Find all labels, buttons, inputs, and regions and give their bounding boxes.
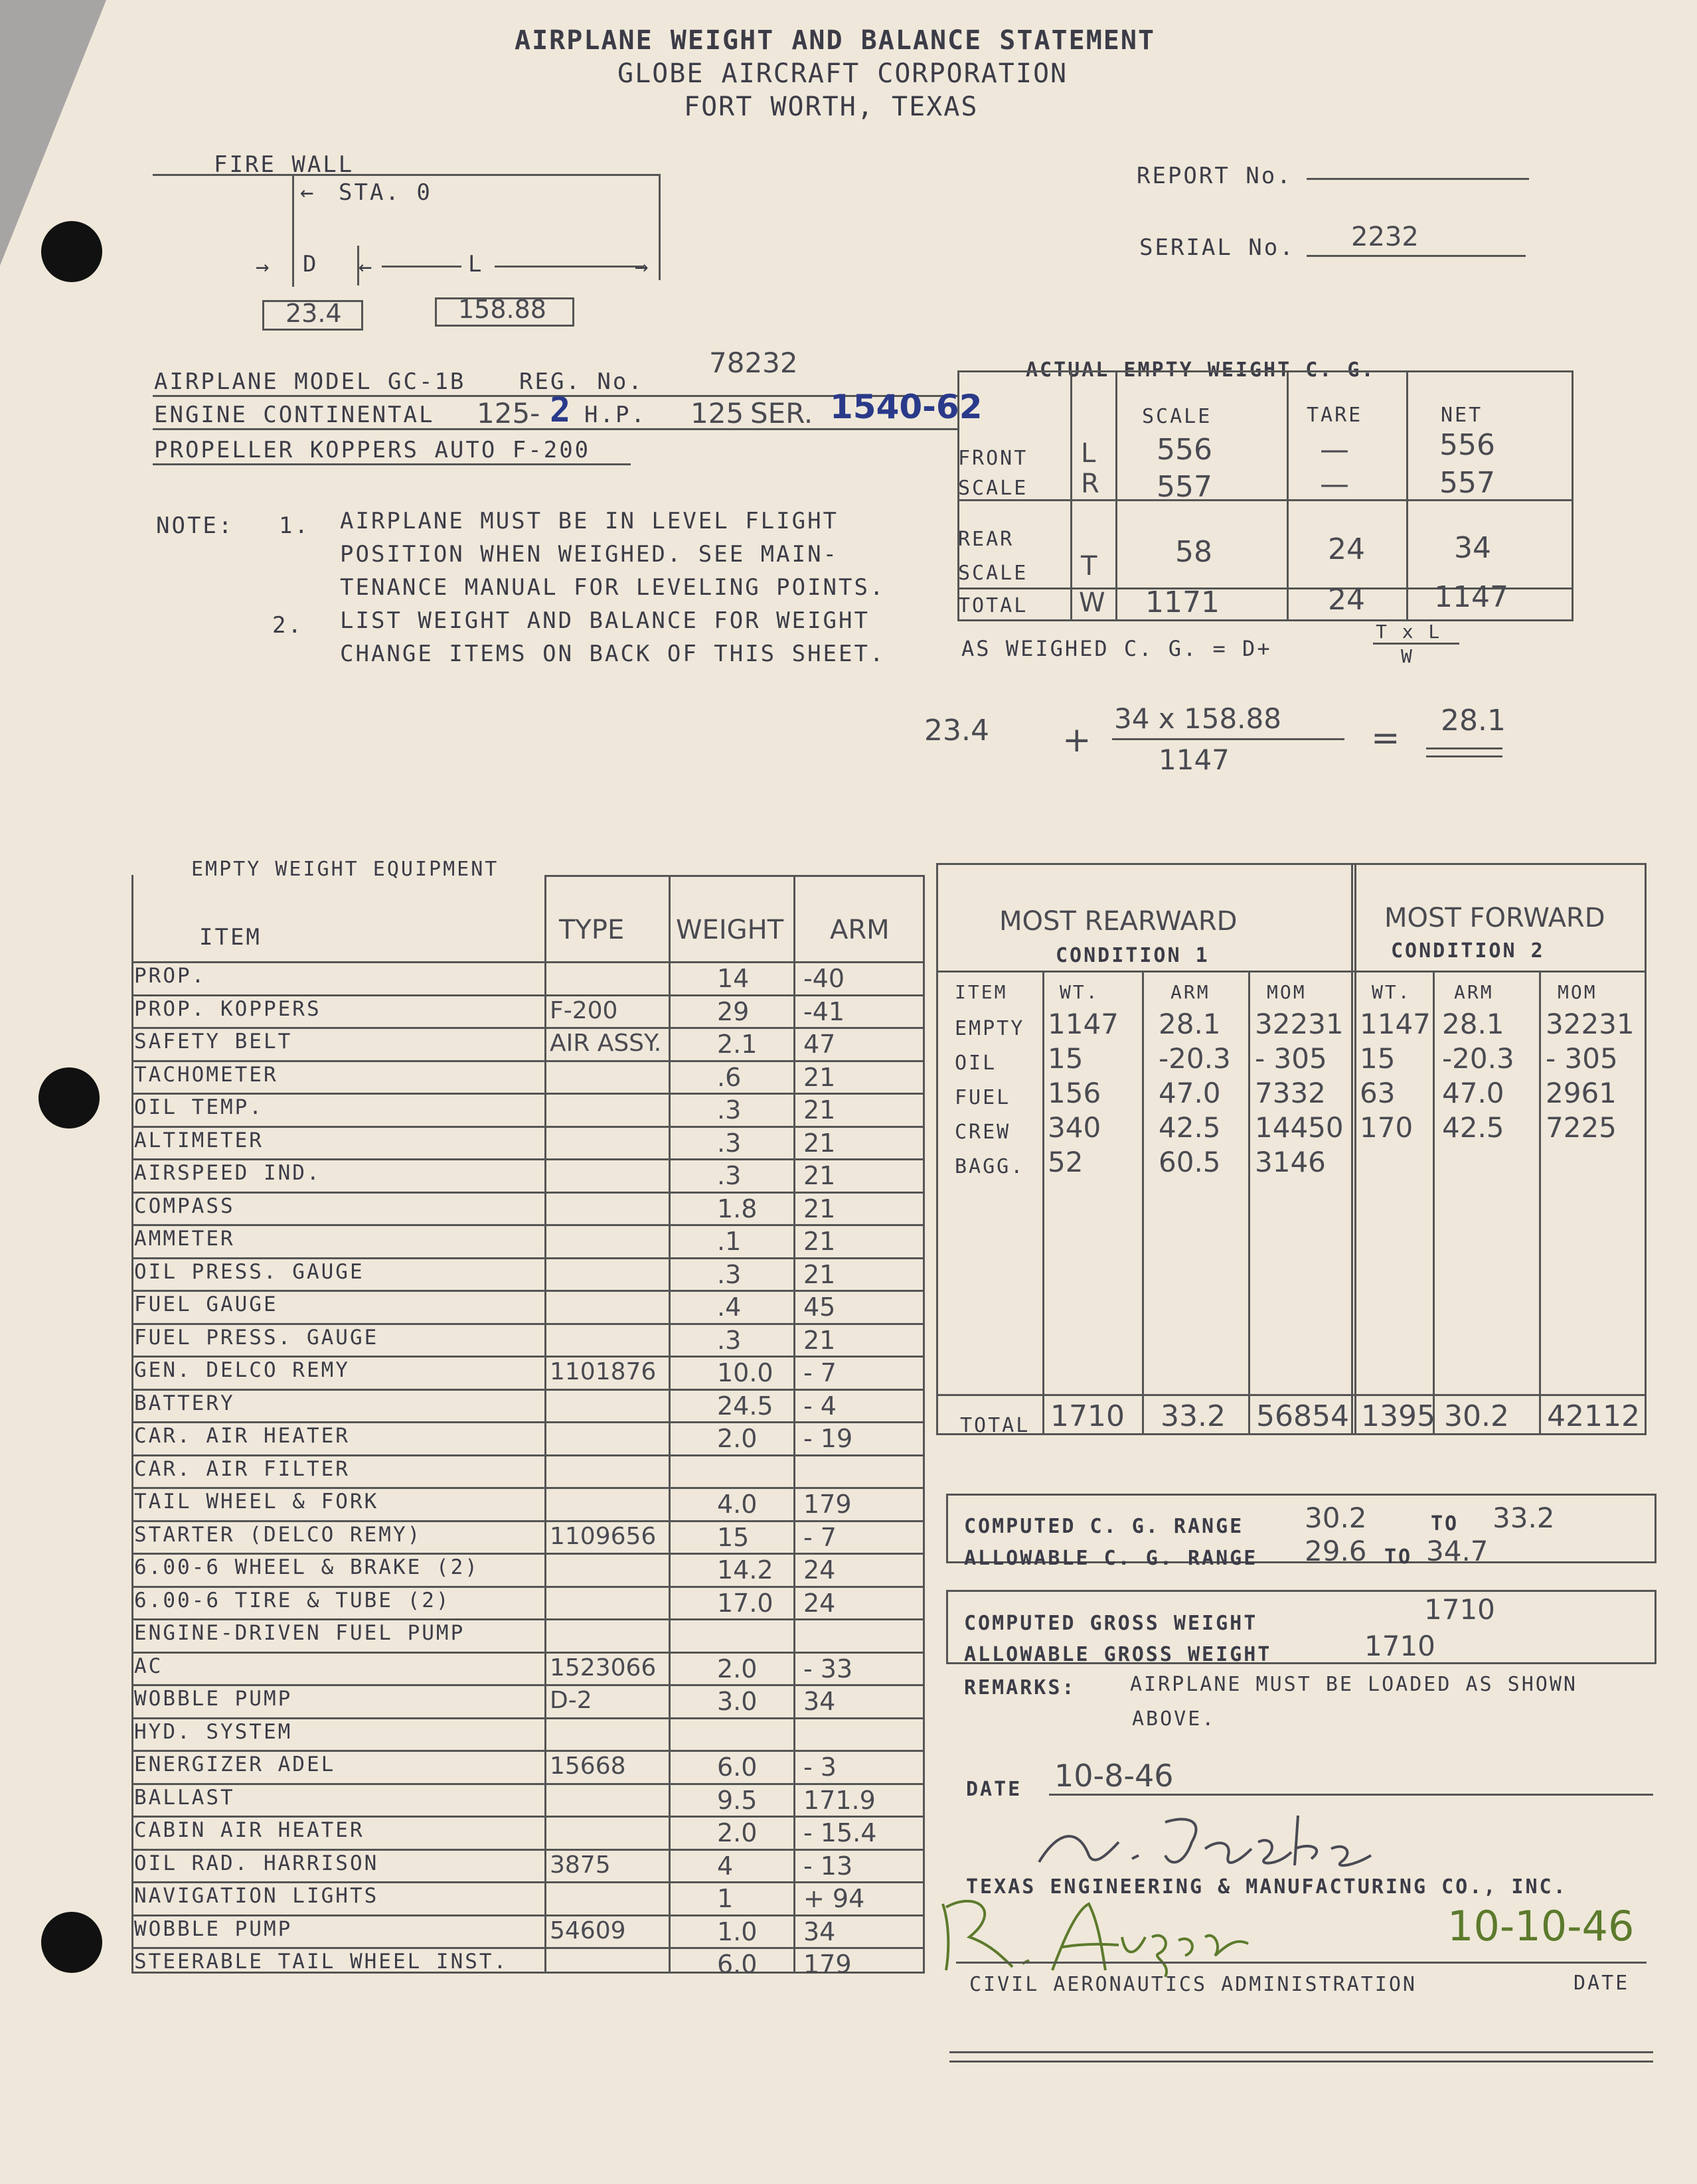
d-label: D [303,251,319,277]
equipment-item: WOBBLE PUMP [134,1916,293,1941]
calc-plus: + [1062,720,1091,760]
load-cell: 14450 [1255,1111,1344,1144]
equipment-item: OIL RAD. HARRISON [134,1851,379,1875]
load-cell: 170 [1360,1111,1414,1144]
calc-numerator: 34 x 158.88 [1114,702,1281,735]
l-arrow-right: → [635,254,651,280]
load-cell: 52 [1048,1146,1084,1178]
fire-wall-label: FIRE WALL [214,151,355,178]
load-cell: 42.5 [1159,1111,1221,1144]
equipment-item: STEERABLE TAIL WHEEL INST. [134,1950,509,1974]
equipment-arm: + 94 [803,1884,865,1913]
caa-signature [929,1884,1275,1984]
row-t-net: 34 [1454,531,1491,565]
row-w-tare: 24 [1328,583,1365,617]
load-cell: CREW [955,1121,1011,1144]
note-2-line-2: CHANGE ITEMS ON BACK OF THIS SHEET. [340,641,886,667]
equipment-weight: .3 [717,1095,742,1125]
row-l-net: 556 [1439,428,1495,462]
equipment-weight: .1 [717,1227,742,1256]
equipment-weight: 1.0 [717,1916,758,1946]
date-label: DATE [966,1778,1022,1801]
calc-denominator: 1147 [1159,743,1230,776]
load-cell: 3146 [1255,1146,1326,1178]
equipment-type: AIR ASSY. [550,1030,662,1057]
equipment-arm: 171.9 [803,1785,876,1815]
load-cell: 42.5 [1442,1111,1504,1144]
row-t-tare: 24 [1328,532,1365,566]
type-header: TYPE [559,915,625,945]
row-r-side: R [1081,469,1099,499]
equipment-arm: 45 [803,1292,836,1322]
equipment-item: AIRSPEED IND. [134,1161,321,1185]
ser-value: 1540-62 [830,388,983,426]
equipment-item: BATTERY [134,1391,235,1415]
equipment-arm: - 33 [803,1654,853,1683]
formula-label: AS WEIGHED C. G. = D+ [961,636,1272,661]
equipment-weight: .3 [717,1325,742,1355]
caa-date-value: 10-10-46 [1447,1902,1635,1950]
equipment-item: 6.00-6 WHEEL & BRAKE (2) [134,1555,479,1579]
load-total-mom2: 42112 [1547,1399,1640,1433]
most-rearward-title: MOST REARWARD [999,906,1238,937]
equipment-arm: 21 [803,1194,836,1223]
equipment-item: FUEL PRESS. GAUGE [134,1325,379,1350]
net-header: NET [1441,404,1483,427]
equipment-arm: 47 [803,1030,836,1059]
equipment-type: 1523066 [550,1654,657,1681]
engine-label: ENGINE CONTINENTAL [154,402,435,428]
equipment-title: EMPTY WEIGHT EQUIPMENT [191,858,499,881]
equipment-type: 1109656 [550,1522,657,1550]
date-value: 10-8-46 [1054,1758,1174,1794]
row-r-scale: 557 [1157,470,1212,504]
propeller: PROPELLER KOPPERS AUTO F-200 [154,437,591,463]
front-label-1: FRONT [958,447,1028,470]
equipment-item: OIL PRESS. GAUGE [134,1259,364,1284]
station-label: STA. 0 [339,179,432,206]
engine-suffix: 2 [550,390,571,430]
equipment-arm: 24 [803,1555,836,1585]
equipment-item: CABIN AIR HEATER [134,1818,364,1842]
caa-label: CIVIL AERONAUTICS ADMINISTRATION [969,1973,1417,1996]
load-cell: 63 [1360,1077,1396,1109]
equipment-arm: - 15.4 [803,1818,877,1847]
allowable-gross-label: ALLOWABLE GROSS WEIGHT [964,1643,1272,1666]
equipment-item: ENERGIZER ADEL [134,1753,336,1776]
equipment-item: ENGINE-DRIVEN FUEL PUMP [134,1621,465,1645]
model-label: AIRPLANE MODEL GC-1B [154,368,466,395]
equipment-arm: - 7 [803,1358,837,1387]
equipment-arm: 21 [803,1325,836,1355]
hp-value: 125 [690,397,744,429]
computed-gross-value: 1710 [1424,1593,1495,1626]
equipment-weight: .4 [717,1292,742,1322]
load-header: ARM [1171,981,1210,1003]
computed-cg-range-to-label: TO [1431,1512,1459,1535]
load-cell: OIL [955,1052,997,1075]
equipment-weight: 6.0 [717,1950,758,1979]
punch-hole-bottom [41,1912,102,1973]
equipment-item: PROP. KOPPERS [134,996,321,1021]
load-cell: EMPTY [955,1017,1025,1040]
equipment-type: 3875 [550,1851,611,1879]
row-t-scale: 58 [1175,535,1212,569]
equipment-weight: 2.1 [717,1030,758,1059]
reg-label: REG. No. [519,368,644,395]
load-cell: 28.1 [1159,1008,1221,1040]
equipment-arm: 24 [803,1588,836,1618]
equipment-weight: 9.5 [717,1785,758,1815]
note-1-number: 1. [279,512,310,539]
load-cell: 340 [1048,1111,1101,1144]
station-arrow: ← [300,179,316,206]
load-cell: - 305 [1546,1042,1618,1075]
load-header: WT. [1372,981,1412,1003]
load-cell: 32231 [1546,1008,1635,1040]
load-cell: -20.3 [1159,1042,1231,1075]
equipment-item: BALLAST [134,1785,235,1810]
equipment-type: F-200 [550,996,618,1024]
equipment-item: NAVIGATION LIGHTS [134,1884,379,1908]
company-signature [1032,1802,1378,1882]
allowable-cg-range-from: 29.6 [1305,1535,1367,1567]
most-forward-title: MOST FORWARD [1384,903,1605,933]
computed-cg-range-from: 30.2 [1305,1502,1367,1534]
equipment-weight: .3 [717,1161,742,1190]
computed-cg-range-label: COMPUTED C. G. RANGE [964,1515,1244,1538]
equipment-type: D-2 [550,1687,592,1714]
row-l-tare: — [1320,433,1349,467]
rear-label-2: SCALE [958,562,1028,585]
equipment-weight: 24.5 [717,1391,773,1421]
computed-gross-label: COMPUTED GROSS WEIGHT [964,1612,1258,1635]
equipment-item: ALTIMETER [134,1128,264,1152]
company-line: TEXAS ENGINEERING & MANUFACTURING CO., INC. [966,1875,1568,1899]
equipment-item: SAFETY BELT [134,1030,293,1053]
formula-numerator: T x L [1376,621,1442,643]
load-total-arm1: 33.2 [1161,1399,1226,1433]
load-header: WT. [1060,981,1099,1003]
engine-model: 125- [477,397,540,429]
load-cell: 1147 [1048,1008,1119,1040]
equipment-arm: 21 [803,1161,836,1190]
weight-header: WEIGHT [676,915,784,945]
row-l-scale: 556 [1157,433,1212,467]
equipment-weight: 4 [717,1851,734,1881]
equipment-weight: 3.0 [717,1687,758,1716]
equipment-weight: 15 [717,1522,750,1552]
load-cell: FUEL [955,1086,1011,1109]
equipment-arm: 34 [803,1916,836,1946]
arm-header: ARM [830,915,890,945]
punch-hole-top [41,221,102,282]
calc-result: 28.1 [1441,704,1506,738]
l-arrow-left: ← [359,254,374,280]
calc-equals: = [1371,718,1400,758]
row-t-side: T [1081,551,1097,582]
equipment-arm: 21 [803,1259,836,1289]
equipment-arm: 21 [803,1227,836,1256]
equipment-item: TACHOMETER [134,1062,278,1087]
load-cell: 60.5 [1159,1146,1221,1178]
equipment-item: TAIL WHEEL & FORK [134,1490,379,1514]
serial-number-label: SERIAL No. [1139,234,1295,261]
equipment-item: 6.00-6 TIRE & TUBE (2) [134,1588,451,1612]
equipment-arm: - 7 [803,1522,837,1552]
equipment-weight: 6.0 [717,1753,758,1782]
equipment-arm: - 13 [803,1851,853,1881]
note-2-number: 2. [272,612,303,639]
equipment-arm: - 19 [803,1424,853,1453]
report-number-label: REPORT No. [1137,163,1293,189]
row-w-net: 1147 [1434,580,1508,614]
equipment-weight: 14.2 [717,1555,773,1585]
equipment-item: PROP. [134,964,206,988]
equipment-item: AMMETER [134,1227,235,1251]
load-cell: BAGG. [955,1155,1025,1178]
equipment-weight: 29 [717,996,750,1026]
note-1-line-2: POSITION WHEN WEIGHED. SEE MAIN- [340,541,839,568]
equipment-arm: 34 [803,1687,836,1716]
equipment-type: 15668 [550,1753,626,1780]
load-cell: 47.0 [1442,1077,1504,1109]
load-cell: 47.0 [1159,1077,1221,1109]
front-label-2: SCALE [958,477,1028,500]
equipment-weight: 1.8 [717,1194,758,1223]
note-1-line-3: TENANCE MANUAL FOR LEVELING POINTS. [340,574,886,601]
equipment-arm: 21 [803,1062,836,1092]
equipment-arm: -41 [803,996,845,1026]
company-name: GLOBE AIRCRAFT CORPORATION [617,58,1068,89]
row-w-scale: 1171 [1145,585,1220,619]
rear-label-1: REAR [958,528,1014,551]
item-header: ITEM [199,924,262,951]
load-header: MOM [1558,981,1597,1003]
allowable-cg-range-to-label: TO [1384,1545,1413,1569]
equipment-weight: 2.0 [717,1424,758,1453]
load-cell: 7332 [1255,1077,1326,1109]
formula-denominator: W [1401,645,1414,667]
equipment-weight: 1 [717,1884,734,1913]
equipment-arm: - 4 [803,1391,837,1421]
d-arrow: → [256,254,272,280]
equipment-item: AC [134,1654,163,1678]
load-total-label: TOTAL [960,1414,1030,1437]
equipment-weight: 10.0 [717,1358,773,1387]
equipment-arm: 179 [803,1490,852,1519]
caa-date-label: DATE [1574,1972,1630,1995]
row-w-side: W [1079,587,1105,618]
load-cell: - 305 [1255,1042,1327,1075]
load-total-wt1: 1710 [1050,1399,1125,1433]
document-title: AIRPLANE WEIGHT AND BALANCE STATEMENT [515,25,1156,56]
load-cell: 15 [1360,1042,1396,1075]
load-total-arm2: 30.2 [1444,1399,1509,1433]
load-cell: 156 [1048,1077,1101,1109]
row-r-net: 557 [1439,466,1495,500]
load-cell: 15 [1048,1042,1084,1075]
remarks-line-2: ABOVE. [1132,1707,1216,1731]
equipment-type: 1101876 [550,1358,657,1385]
load-total-wt2: 1395 [1361,1399,1435,1433]
row-r-tare: — [1320,467,1349,501]
condition-1-label: CONDITION 1 [1056,944,1210,967]
condition-2-label: CONDITION 2 [1391,939,1545,963]
ser-label: SER. [750,397,813,429]
calc-d: 23.4 [924,714,989,747]
equipment-weight: 2.0 [717,1654,758,1683]
load-total-mom1: 56854 [1256,1399,1349,1433]
load-cell: 7225 [1546,1111,1617,1144]
equipment-item: WOBBLE PUMP [134,1687,293,1711]
tare-header: TARE [1307,404,1363,427]
remarks-line-1: AIRPLANE MUST BE LOADED AS SHOWN [1130,1673,1577,1696]
note-1-line-1: AIRPLANE MUST BE IN LEVEL FLIGHT [340,508,839,534]
equipment-weight: 17.0 [717,1588,773,1618]
computed-cg-range-to: 33.2 [1493,1502,1555,1534]
equipment-item: STARTER (DELCO REMY) [134,1522,422,1547]
load-header: ITEM [955,981,1008,1003]
row-l-side: L [1081,438,1096,469]
equipment-arm: 179 [803,1950,852,1979]
equipment-item: CAR. AIR FILTER [134,1456,350,1481]
folded-corner-shadow [0,0,106,266]
punch-hole-middle [39,1067,100,1129]
load-cell: -20.3 [1442,1042,1514,1075]
load-cell: 2961 [1546,1077,1617,1109]
equipment-weight: .6 [717,1062,742,1092]
remarks-label: REMARKS: [964,1676,1076,1699]
equipment-arm: -40 [803,964,845,993]
load-header: MOM [1267,981,1307,1003]
reg-value: 78232 [709,347,798,379]
load-header: ARM [1454,981,1494,1003]
total-label: TOTAL [958,594,1028,617]
l-value: 158.88 [458,295,546,324]
allowable-gross-value: 1710 [1364,1630,1435,1662]
hp-label: H.P. [584,402,647,428]
equipment-item: GEN. DELCO REMY [134,1358,350,1382]
equipment-weight: .3 [717,1259,742,1289]
equipment-weight: 2.0 [717,1818,758,1847]
equipment-weight: 14 [717,964,750,993]
equipment-weight: 4.0 [717,1490,758,1519]
equipment-item: CAR. AIR HEATER [134,1424,350,1448]
empty-cg-title: ACTUAL EMPTY WEIGHT C. G. [1026,358,1376,382]
load-cell: 28.1 [1442,1008,1504,1040]
load-cell: 32231 [1255,1008,1344,1040]
note-2-line-1: LIST WEIGHT AND BALANCE FOR WEIGHT [340,607,870,634]
scale-header: SCALE [1142,405,1212,428]
allowable-cg-range-label: ALLOWABLE C. G. RANGE [964,1547,1258,1570]
equipment-arm: - 3 [803,1753,837,1782]
serial-number-value: 2232 [1351,222,1419,252]
equipment-item: HYD. SYSTEM [134,1719,293,1744]
equipment-arm: 21 [803,1095,836,1125]
equipment-arm: 21 [803,1128,836,1158]
company-city: FORT WORTH, TEXAS [684,92,979,122]
equipment-weight: .3 [717,1128,742,1158]
note-label: NOTE: [156,512,234,539]
equipment-item: FUEL GAUGE [134,1292,278,1316]
allowable-cg-range-to: 34.7 [1426,1535,1489,1567]
equipment-type: 54609 [550,1916,626,1944]
d-value: 23.4 [285,299,342,328]
l-label: L [468,251,484,277]
equipment-item: COMPASS [134,1194,235,1218]
load-cell: 1147 [1360,1008,1431,1040]
equipment-item: OIL TEMP. [134,1095,264,1119]
